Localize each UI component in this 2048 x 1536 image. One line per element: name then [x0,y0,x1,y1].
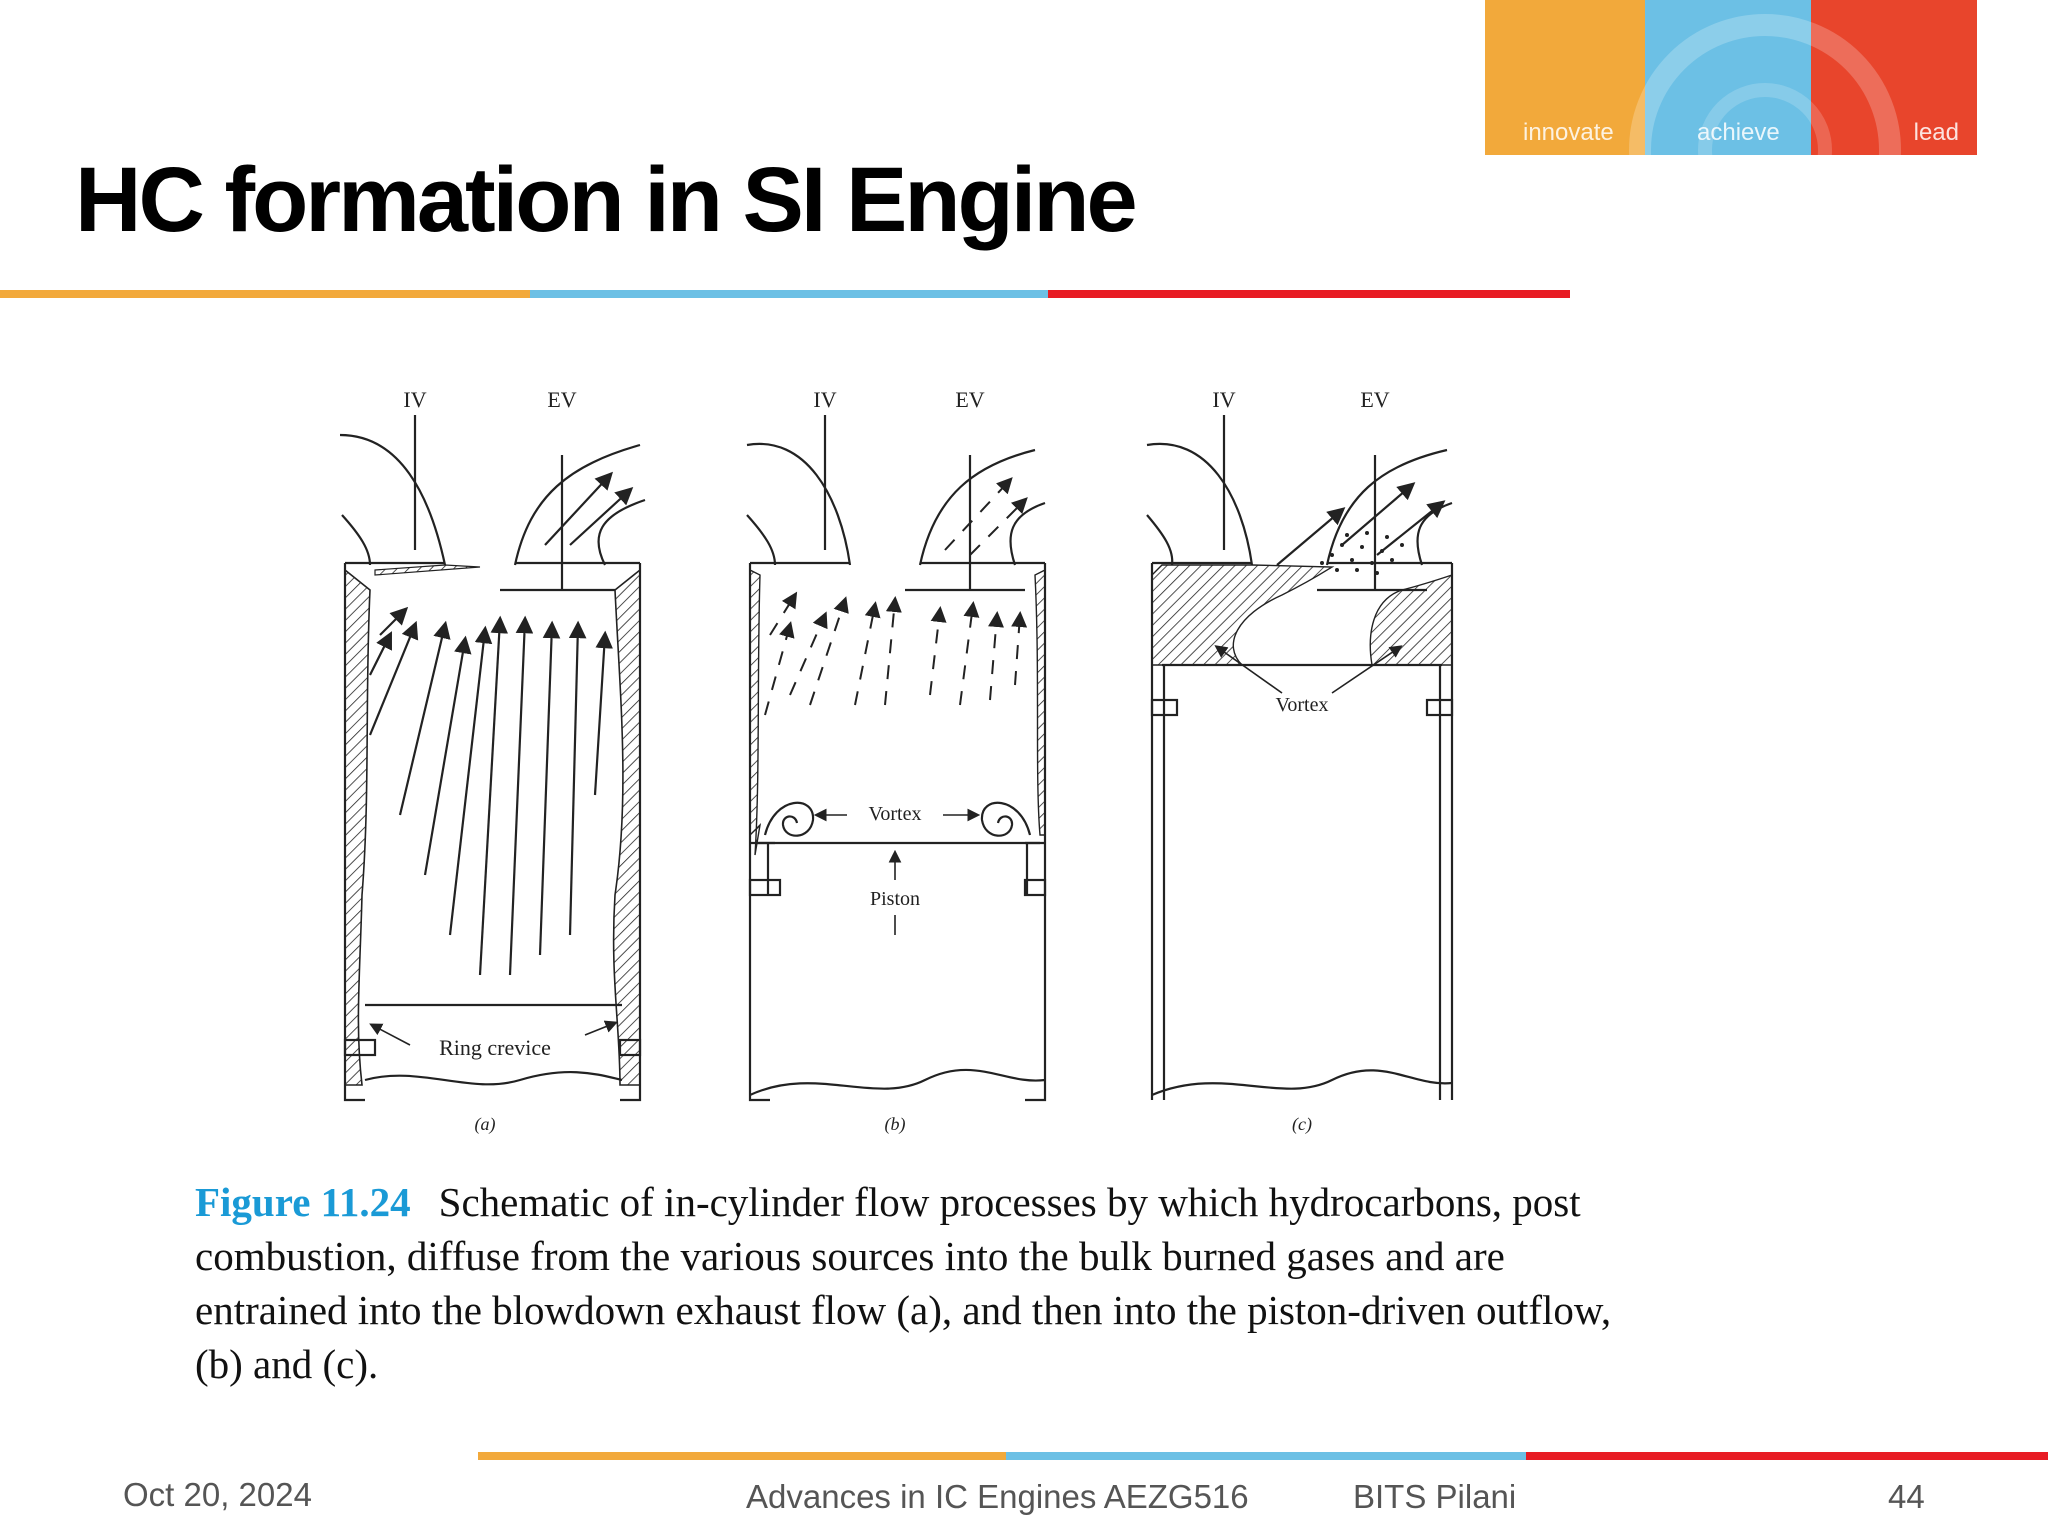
vortex-label-c: Vortex [1275,694,1329,716]
brand-logo [1485,0,1977,155]
title-underline-red [1048,290,1570,298]
panel-label-b: (b) [884,1114,906,1134]
footer-bar-blue [1006,1452,1526,1460]
logo-word-achieve: achieve [1697,119,1780,146]
panel-label-a: (a) [474,1114,496,1134]
page-title: HC formation in SI Engine [75,149,1135,251]
footer-bar-orange [478,1452,1006,1460]
piston-label: Piston [869,888,921,910]
logo-word-lead: lead [1913,119,1959,146]
vortex-label-b: Vortex [868,803,922,825]
ring-crevice-label: Ring crevice [439,1035,551,1060]
panel-a [340,387,645,1135]
logo-word-innovate: innovate [1523,119,1614,146]
title-underline-blue [530,290,1048,298]
intake-valve-label-c: IV [1212,387,1236,412]
figure-caption [195,1175,1635,1391]
intake-valve-label-a: IV [403,387,427,412]
title-underline-orange [0,290,530,298]
panel-c [1147,387,1452,1135]
footer-date: Oct 20, 2024 [123,1476,312,1513]
footer-institute: BITS Pilani [1353,1478,1517,1515]
cylinder-flow-diagram [330,375,1470,1145]
footer-bar-red [1526,1452,2048,1460]
panel-label-c: (c) [1292,1114,1312,1134]
exhaust-valve-label-b: EV [955,387,985,412]
gear-icon [1485,0,1977,155]
caption-text: Schematic of in-cylinder flow processes by which hydrocarbons, post combustion, diffuse from the various sources into the bulk burned gases and are entrained into the blowdown exhaust flow (a), and then into the piston-driven outflow, (b) and (c). [195,1179,1612,1387]
panel-b [747,387,1045,1135]
figure-number: Figure 11.24 [195,1179,411,1225]
intake-valve-label-b: IV [813,387,837,412]
footer-page-number: 44 [1888,1478,1925,1515]
footer-course: Advances in IC Engines AEZG516 [746,1478,1249,1515]
exhaust-valve-label-a: EV [547,387,577,412]
exhaust-valve-label-c: EV [1360,387,1390,412]
